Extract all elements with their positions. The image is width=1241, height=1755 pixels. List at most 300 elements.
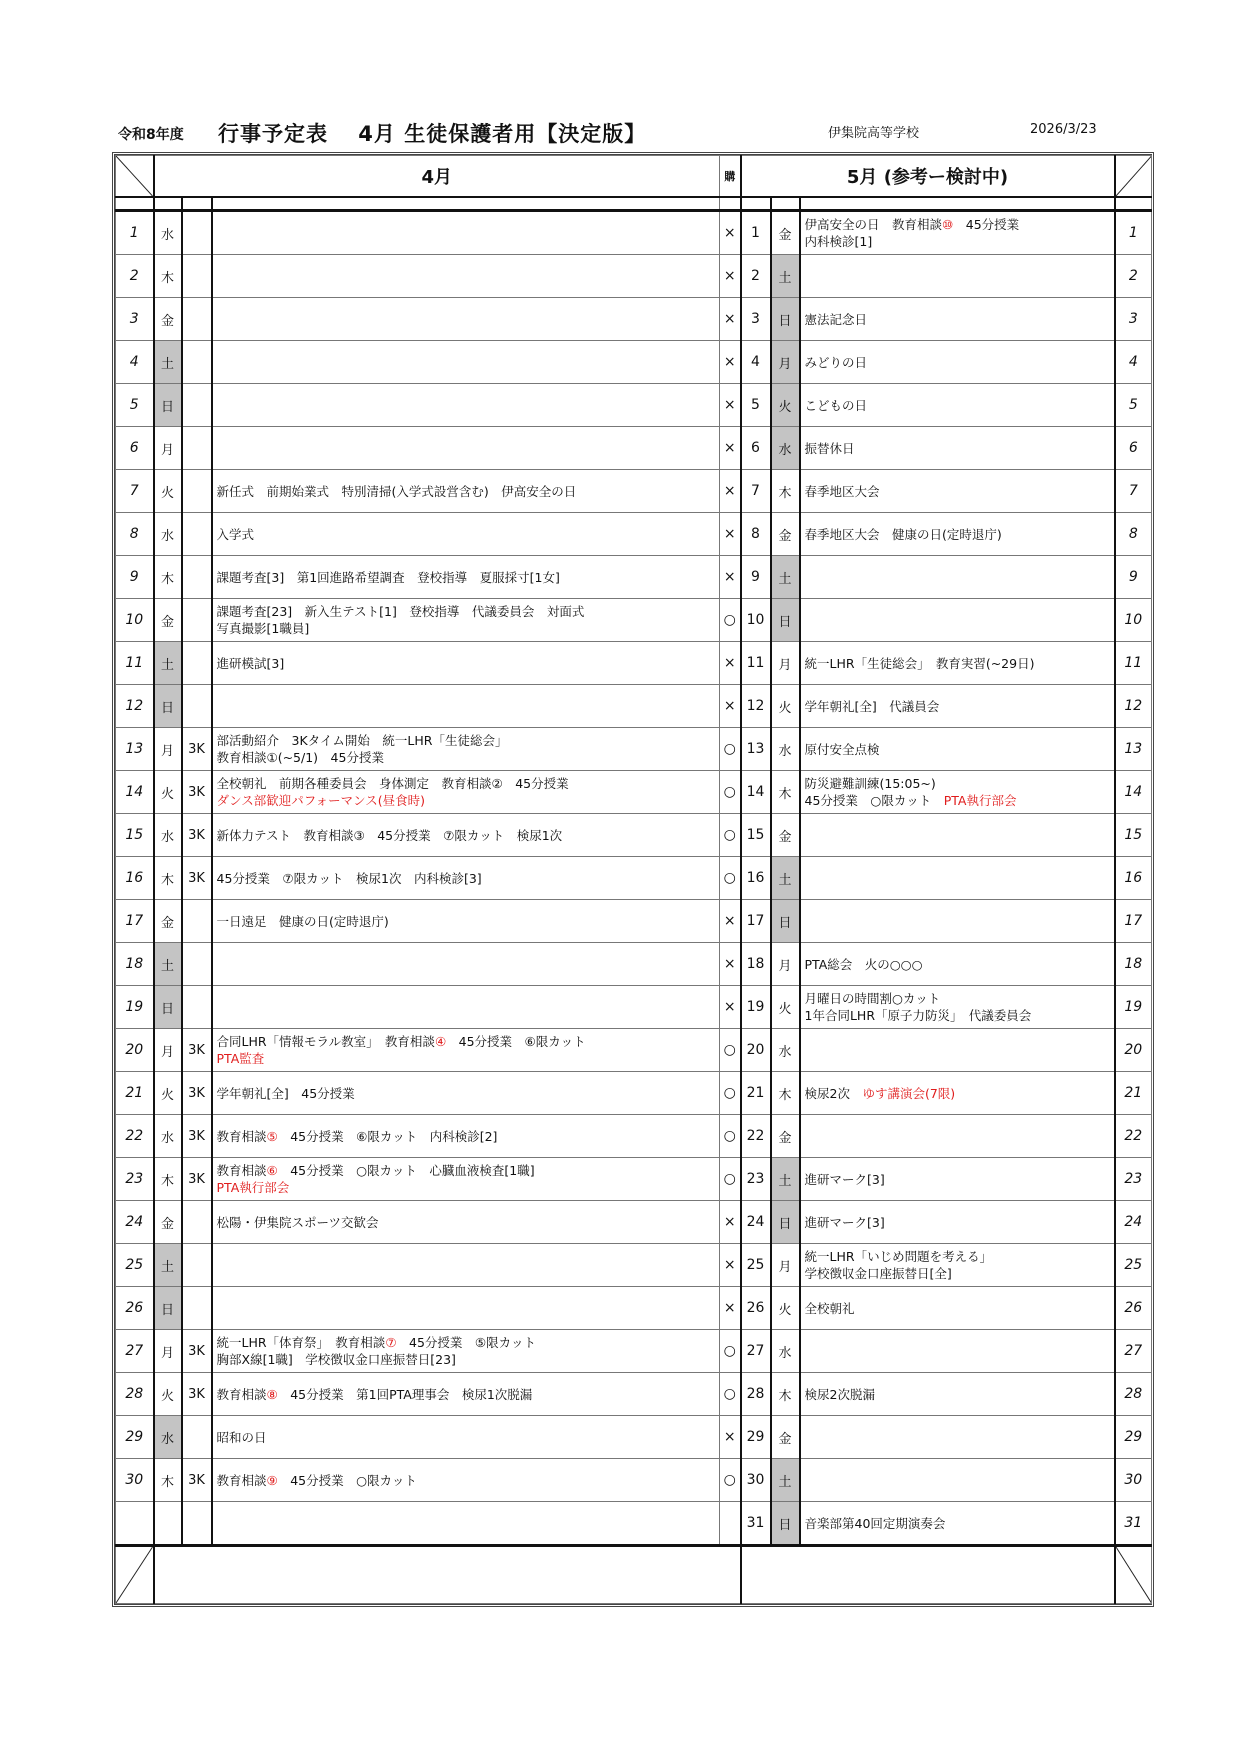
april-3k-flag — [182, 298, 212, 341]
kou-mark: × — [720, 255, 741, 298]
may-weekday: 土 — [771, 857, 800, 900]
table-row — [116, 728, 1152, 771]
may-weekday: 木 — [771, 470, 800, 513]
event-highlight: ⑦ — [385, 1335, 397, 1350]
event-text: 防災避難訓練(15:05~) — [804, 776, 936, 791]
april-events — [212, 255, 720, 298]
kou-mark: × — [720, 470, 741, 513]
april-weekday: 月 — [154, 427, 182, 470]
may-events — [800, 771, 1115, 814]
april-3k-flag: 3K — [182, 814, 212, 857]
may-day-number: 27 — [741, 1330, 771, 1373]
may-weekday: 月 — [771, 341, 800, 384]
april-events — [212, 1158, 720, 1201]
event-text: 教育相談①(~5/1) 45分授業 — [216, 750, 384, 765]
april-weekday: 火 — [154, 1072, 182, 1115]
event-text: 課題考査[3] 第1回進路希望調査 登校指導 夏服採寸[1女] — [216, 569, 560, 585]
table-row — [116, 1373, 1152, 1416]
may-events — [800, 900, 1115, 943]
table-row — [116, 556, 1152, 599]
may-events — [800, 599, 1115, 642]
may-day-number-right: 10 — [1115, 599, 1152, 642]
may-header: 5月 (参考ー検討中) — [741, 156, 1115, 198]
april-weekday: 水 — [154, 1115, 182, 1158]
may-events — [800, 1373, 1115, 1416]
event-text: 写真撮影[1職員] — [216, 621, 310, 636]
event-text: 内科検診[1] — [804, 234, 873, 249]
may-weekday: 火 — [771, 986, 800, 1029]
may-events — [800, 556, 1115, 599]
april-events — [212, 1287, 720, 1330]
may-day-number: 25 — [741, 1244, 771, 1287]
may-weekday: 月 — [771, 1244, 800, 1287]
event-text: 松陽・伊集院スポーツ交歓会 — [216, 1214, 379, 1230]
may-events — [800, 1287, 1115, 1330]
table-row — [116, 986, 1152, 1029]
table-row — [116, 211, 1152, 255]
event-text: 教育相談 — [216, 1163, 267, 1178]
april-3k-flag — [182, 255, 212, 298]
issue-date: 2026/3/23 — [1030, 122, 1097, 137]
may-weekday: 水 — [771, 728, 800, 771]
april-events — [212, 1330, 720, 1373]
event-highlight: ⑤ — [266, 1128, 278, 1144]
kou-mark: × — [720, 1201, 741, 1244]
event-text: 伊高安全の日 教育相談 — [804, 217, 943, 232]
may-day-number: 30 — [741, 1459, 771, 1502]
table-row — [116, 857, 1152, 900]
table-row — [116, 470, 1152, 513]
kou-mark: × — [720, 556, 741, 599]
april-day-number: 8 — [116, 513, 154, 556]
may-day-number: 14 — [741, 771, 771, 814]
may-day-number-right: 3 — [1115, 298, 1152, 341]
event-text: みどりの日 — [804, 354, 868, 370]
may-weekday: 土 — [771, 556, 800, 599]
may-events — [800, 1158, 1115, 1201]
april-weekday: 金 — [154, 298, 182, 341]
may-day-number: 11 — [741, 642, 771, 685]
april-weekday: 月 — [154, 728, 182, 771]
event-text: 45分授業 ⑦限カット 検尿1次 内科検診[3] — [216, 870, 482, 886]
april-3k-flag — [182, 685, 212, 728]
event-text: 全校朝礼 前期各種委員会 身体測定 教育相談② 45分授業 — [216, 776, 569, 791]
april-events — [212, 211, 720, 255]
may-day-number: 7 — [741, 470, 771, 513]
event-text: 音楽部第40回定期演奏会 — [804, 1515, 946, 1531]
may-events — [800, 1459, 1115, 1502]
may-events — [800, 986, 1115, 1029]
april-3k-flag — [182, 211, 212, 255]
event-text: 進研マーク[3] — [804, 1171, 885, 1187]
april-events — [212, 513, 720, 556]
april-weekday: 金 — [154, 599, 182, 642]
may-day-number-right: 5 — [1115, 384, 1152, 427]
may-weekday: 火 — [771, 1287, 800, 1330]
event-text: 45分授業 ○限カット — [277, 1472, 417, 1488]
kou-mark: ○ — [720, 1072, 741, 1115]
may-day-number-right: 26 — [1115, 1287, 1152, 1330]
may-weekday: 木 — [771, 1072, 800, 1115]
kou-mark: ○ — [720, 1373, 741, 1416]
school-name: 伊集院高等学校 — [828, 126, 920, 141]
may-events — [800, 211, 1115, 255]
may-events — [800, 943, 1115, 986]
event-highlight: PTA執行部会 — [943, 793, 1017, 808]
event-text: 進研マーク[3] — [804, 1214, 885, 1230]
event-text: 教育相談 — [216, 1128, 267, 1144]
event-text: 45分授業 第1回PTA理事会 検尿1次脱漏 — [277, 1386, 533, 1402]
april-3k-flag — [182, 1287, 212, 1330]
april-weekday: 土 — [154, 642, 182, 685]
table-row — [116, 1201, 1152, 1244]
april-3k-flag: 3K — [182, 1115, 212, 1158]
may-weekday: 水 — [771, 427, 800, 470]
may-weekday: 土 — [771, 1158, 800, 1201]
april-weekday: 火 — [154, 470, 182, 513]
event-text: 全校朝礼 — [804, 1300, 855, 1316]
event-text: 学年朝礼[全] 代議員会 — [804, 698, 940, 714]
may-weekday: 木 — [771, 771, 800, 814]
kou-mark: ○ — [720, 599, 741, 642]
event-highlight: ④ — [434, 1034, 447, 1049]
event-text: 原付安全点検 — [804, 741, 880, 757]
april-events — [212, 1201, 720, 1244]
event-text: 統一LHR「生徒総会」 教育実習(~29日) — [804, 655, 1035, 671]
may-events — [800, 255, 1115, 298]
table-row — [116, 814, 1152, 857]
april-3k-flag — [182, 427, 212, 470]
may-events — [800, 298, 1115, 341]
may-weekday: 土 — [771, 255, 800, 298]
corner-diagonal-bottom-right — [1115, 1546, 1152, 1604]
kou-mark: × — [720, 341, 741, 384]
may-day-number: 21 — [741, 1072, 771, 1115]
table-row — [116, 1072, 1152, 1115]
april-weekday: 水 — [154, 1416, 182, 1459]
table-row — [116, 341, 1152, 384]
kou-mark: × — [720, 986, 741, 1029]
kou-mark: ○ — [720, 1115, 741, 1158]
april-events — [212, 384, 720, 427]
event-text: 憲法記念日 — [804, 311, 868, 327]
kou-mark: × — [720, 685, 741, 728]
april-day-number: 3 — [116, 298, 154, 341]
april-3k-flag — [182, 556, 212, 599]
may-day-number-right: 30 — [1115, 1459, 1152, 1502]
table-row — [116, 1158, 1152, 1201]
april-day-number: 2 — [116, 255, 154, 298]
april-day-number: 26 — [116, 1287, 154, 1330]
event-highlight: ⑧ — [266, 1386, 278, 1402]
event-highlight: PTA執行部会 — [216, 1180, 290, 1195]
may-day-number-right: 17 — [1115, 900, 1152, 943]
may-events — [800, 1502, 1115, 1546]
april-events — [212, 728, 720, 771]
april-day-number: 24 — [116, 1201, 154, 1244]
april-events — [212, 1072, 720, 1115]
table-row — [116, 1287, 1152, 1330]
april-weekday: 水 — [154, 513, 182, 556]
may-day-number: 28 — [741, 1373, 771, 1416]
table-row — [116, 771, 1152, 814]
april-day-number: 11 — [116, 642, 154, 685]
may-events — [800, 427, 1115, 470]
april-3k-flag — [182, 384, 212, 427]
kou-mark: × — [720, 1287, 741, 1330]
table-row — [116, 427, 1152, 470]
april-day-number: 7 — [116, 470, 154, 513]
may-day-number-right: 29 — [1115, 1416, 1152, 1459]
may-events — [800, 341, 1115, 384]
may-events — [800, 1072, 1115, 1115]
may-day-number: 18 — [741, 943, 771, 986]
april-day-number: 18 — [116, 943, 154, 986]
may-events — [800, 384, 1115, 427]
kou-mark: ○ — [720, 728, 741, 771]
may-weekday: 日 — [771, 1201, 800, 1244]
table-row — [116, 599, 1152, 642]
may-day-number-right: 18 — [1115, 943, 1152, 986]
corner-diagonal-right — [1115, 156, 1152, 198]
may-events — [800, 814, 1115, 857]
kou-mark: ○ — [720, 857, 741, 900]
kou-mark: × — [720, 642, 741, 685]
kou-mark: × — [720, 427, 741, 470]
april-day-number: 27 — [116, 1330, 154, 1373]
april-day-number: 22 — [116, 1115, 154, 1158]
event-text: 1年合同LHR「原子力防災」 代議委員会 — [804, 1008, 1032, 1023]
may-day-number-right: 7 — [1115, 470, 1152, 513]
kou-mark: ○ — [720, 771, 741, 814]
may-day-number: 19 — [741, 986, 771, 1029]
april-events — [212, 298, 720, 341]
may-weekday: 金 — [771, 1416, 800, 1459]
table-row — [116, 1115, 1152, 1158]
kou-mark: ○ — [720, 1158, 741, 1201]
event-text: 検尿2次 — [804, 1085, 863, 1101]
may-weekday: 日 — [771, 1502, 800, 1546]
may-day-number: 16 — [741, 857, 771, 900]
may-weekday: 月 — [771, 943, 800, 986]
kou-mark: ○ — [720, 814, 741, 857]
event-text: 45分授業 ○限カット — [804, 793, 944, 808]
april-day-number: 30 — [116, 1459, 154, 1502]
may-day-number-right: 28 — [1115, 1373, 1152, 1416]
may-day-number-right: 27 — [1115, 1330, 1152, 1373]
april-weekday: 月 — [154, 1330, 182, 1373]
april-events — [212, 685, 720, 728]
may-weekday: 木 — [771, 1373, 800, 1416]
april-events — [212, 771, 720, 814]
document-header — [118, 118, 1161, 148]
may-weekday: 金 — [771, 1115, 800, 1158]
april-day-number: 15 — [116, 814, 154, 857]
april-weekday: 土 — [154, 943, 182, 986]
header-row — [116, 156, 1152, 198]
may-weekday: 日 — [771, 900, 800, 943]
april-events — [212, 470, 720, 513]
may-weekday: 月 — [771, 642, 800, 685]
april-day-number: 21 — [116, 1072, 154, 1115]
april-weekday — [154, 1502, 182, 1546]
may-events — [800, 728, 1115, 771]
corner-diagonal-bottom-left — [116, 1546, 154, 1604]
april-weekday: 日 — [154, 384, 182, 427]
may-weekday: 金 — [771, 814, 800, 857]
april-events — [212, 943, 720, 986]
may-day-number-right: 6 — [1115, 427, 1152, 470]
april-events — [212, 1029, 720, 1072]
event-text: 新体力テスト 教育相談③ 45分授業 ⑦限カット 検尿1次 — [216, 827, 563, 843]
kou-mark — [720, 1502, 741, 1546]
may-day-number-right: 1 — [1115, 211, 1152, 255]
april-3k-flag: 3K — [182, 1158, 212, 1201]
may-day-number-right: 12 — [1115, 685, 1152, 728]
april-day-number — [116, 1502, 154, 1546]
may-day-number: 3 — [741, 298, 771, 341]
event-text: 統一LHR「体育祭」 教育相談 — [216, 1335, 386, 1350]
event-text: 部活動紹介 3Kタイム開始 統一LHR「生徒総会」 — [216, 733, 508, 748]
may-day-number: 8 — [741, 513, 771, 556]
april-events — [212, 1115, 720, 1158]
kou-mark: × — [720, 513, 741, 556]
event-text: 振替休日 — [804, 440, 855, 456]
event-highlight: ゆす講演会(7限) — [862, 1085, 956, 1101]
may-day-number: 6 — [741, 427, 771, 470]
event-text: こどもの日 — [804, 397, 868, 413]
april-3k-flag — [182, 1244, 212, 1287]
may-day-number-right: 23 — [1115, 1158, 1152, 1201]
april-weekday: 月 — [154, 1029, 182, 1072]
event-text: 一日遠足 健康の日(定時退庁) — [216, 913, 389, 929]
may-events — [800, 1201, 1115, 1244]
april-header: 4月 — [154, 156, 720, 198]
april-3k-flag — [182, 986, 212, 1029]
event-text: 学年朝礼[全] 45分授業 — [216, 1085, 355, 1101]
may-day-number: 17 — [741, 900, 771, 943]
schedule-table — [112, 152, 1154, 1607]
april-weekday: 火 — [154, 771, 182, 814]
may-day-number-right: 9 — [1115, 556, 1152, 599]
april-day-number: 20 — [116, 1029, 154, 1072]
may-day-number-right: 8 — [1115, 513, 1152, 556]
april-events — [212, 1244, 720, 1287]
may-events — [800, 642, 1115, 685]
april-events — [212, 341, 720, 384]
may-weekday: 日 — [771, 599, 800, 642]
kou-mark: × — [720, 1416, 741, 1459]
april-3k-flag — [182, 642, 212, 685]
may-day-number-right: 19 — [1115, 986, 1152, 1029]
event-text: 統一LHR「いじめ問題を考える」 — [804, 1249, 993, 1264]
april-weekday: 金 — [154, 900, 182, 943]
table-row — [116, 900, 1152, 943]
april-day-number: 29 — [116, 1416, 154, 1459]
april-weekday: 水 — [154, 211, 182, 255]
may-day-number: 9 — [741, 556, 771, 599]
may-day-number-right: 16 — [1115, 857, 1152, 900]
april-weekday: 土 — [154, 341, 182, 384]
april-3k-flag: 3K — [182, 1459, 212, 1502]
event-text: 昭和の日 — [216, 1429, 267, 1445]
april-3k-flag — [182, 513, 212, 556]
april-weekday: 火 — [154, 1373, 182, 1416]
may-day-number: 1 — [741, 211, 771, 255]
april-weekday: 木 — [154, 255, 182, 298]
april-events — [212, 1373, 720, 1416]
april-3k-flag — [182, 1201, 212, 1244]
fiscal-year: 令和8年度 — [118, 127, 184, 143]
april-3k-flag — [182, 599, 212, 642]
april-day-number: 13 — [116, 728, 154, 771]
april-weekday: 木 — [154, 857, 182, 900]
event-highlight: ⑩ — [942, 217, 954, 232]
may-day-number-right: 2 — [1115, 255, 1152, 298]
event-highlight: ダンス部歓迎パフォーマンス(昼食時) — [216, 793, 426, 808]
kou-mark: × — [720, 384, 741, 427]
april-day-number: 12 — [116, 685, 154, 728]
may-events — [800, 1029, 1115, 1072]
table-row — [116, 255, 1152, 298]
event-text: 進研模試[3] — [216, 655, 285, 671]
may-day-number-right: 22 — [1115, 1115, 1152, 1158]
kou-mark: × — [720, 298, 741, 341]
april-weekday: 日 — [154, 1287, 182, 1330]
may-day-number: 23 — [741, 1158, 771, 1201]
april-events — [212, 556, 720, 599]
may-events — [800, 513, 1115, 556]
april-events — [212, 1459, 720, 1502]
april-events — [212, 900, 720, 943]
april-3k-flag — [182, 900, 212, 943]
may-day-number-right: 21 — [1115, 1072, 1152, 1115]
april-3k-flag — [182, 470, 212, 513]
may-weekday: 日 — [771, 298, 800, 341]
may-day-number: 10 — [741, 599, 771, 642]
may-weekday: 火 — [771, 384, 800, 427]
april-day-number: 10 — [116, 599, 154, 642]
kou-mark: × — [720, 900, 741, 943]
event-text: 春季地区大会 — [804, 483, 880, 499]
april-day-number: 6 — [116, 427, 154, 470]
event-text: 45分授業 ⑥限カット 内科検診[2] — [277, 1128, 498, 1144]
may-weekday: 土 — [771, 1459, 800, 1502]
may-day-number-right: 15 — [1115, 814, 1152, 857]
may-day-number: 31 — [741, 1502, 771, 1546]
may-events — [800, 1416, 1115, 1459]
event-text: 教育相談 — [216, 1386, 267, 1402]
april-3k-flag — [182, 943, 212, 986]
kou-mark: ○ — [720, 1459, 741, 1502]
april-3k-flag: 3K — [182, 1029, 212, 1072]
may-day-number-right: 13 — [1115, 728, 1152, 771]
may-events — [800, 1115, 1115, 1158]
april-day-number: 28 — [116, 1373, 154, 1416]
april-day-number: 1 — [116, 211, 154, 255]
april-events — [212, 857, 720, 900]
table-row — [116, 1330, 1152, 1373]
april-day-number: 19 — [116, 986, 154, 1029]
event-text: 45分授業 ⑤限カット — [396, 1335, 537, 1350]
april-3k-flag: 3K — [182, 1330, 212, 1373]
april-day-number: 4 — [116, 341, 154, 384]
event-highlight: ⑨ — [266, 1472, 278, 1488]
april-day-number: 5 — [116, 384, 154, 427]
event-highlight: PTA監査 — [216, 1051, 265, 1066]
may-day-number: 4 — [741, 341, 771, 384]
april-events — [212, 814, 720, 857]
